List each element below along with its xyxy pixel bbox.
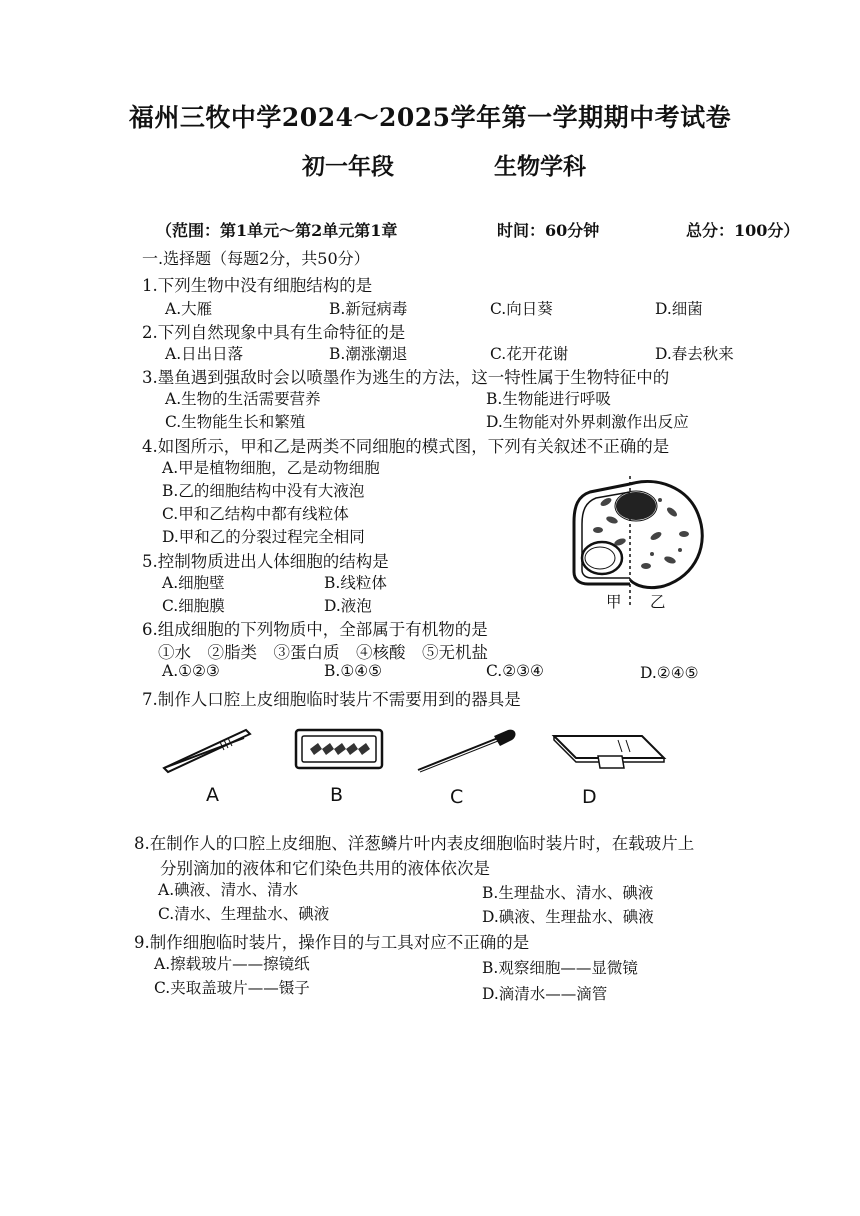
option: C.清水、生理盐水、碘液	[158, 905, 330, 923]
exam-scope: （范围：第1单元～第2单元第1章	[156, 221, 398, 240]
section-heading: 一.选择题（每题2分，共50分）	[142, 249, 370, 268]
option: A.①②③	[162, 662, 220, 680]
cell-label-yi: 乙	[650, 593, 666, 611]
question-4: 4.如图所示，甲和乙是两类不同细胞的模式图，下列有关叙述不正确的是	[142, 437, 670, 456]
option: B.新冠病毒	[329, 300, 408, 318]
question-8: 8.在制作人的口腔上皮细胞、洋葱鳞片叶内表皮细胞临时装片时，在载玻片上	[134, 834, 695, 853]
option: A.日出日落	[165, 345, 244, 363]
option: D.甲和乙的分裂过程完全相同	[162, 528, 365, 546]
exam-title: 福州三牧中学2024～2025学年第一学期期中考试卷	[128, 103, 732, 132]
option: B.潮涨潮退	[329, 345, 408, 363]
apparatus-label-d: D	[582, 786, 597, 808]
option: C.细胞膜	[162, 597, 225, 615]
option: A.碘液、清水、清水	[158, 881, 299, 899]
option: B.生物能进行呼吸	[486, 390, 611, 408]
grade-label: 初一年段	[302, 153, 394, 180]
option: C.花开花谢	[490, 345, 569, 363]
subject-label: 生物学科	[494, 153, 586, 180]
question-8-line2: 分别滴加的液体和它们染色共用的液体依次是	[160, 859, 490, 878]
question-1: 1.下列生物中没有细胞结构的是	[142, 276, 373, 295]
dropper-icon	[412, 724, 520, 776]
question-6-items: ①水 ②脂类 ③蛋白质 ④核酸 ⑤无机盐	[158, 643, 488, 662]
question-9: 9.制作细胞临时装片，操作目的与工具对应不正确的是	[134, 933, 530, 952]
option: D.细菌	[655, 300, 703, 318]
option: B.①④⑤	[324, 662, 383, 680]
option: D.碘液、生理盐水、碘液	[482, 908, 654, 926]
option: A.大雁	[165, 300, 213, 318]
cell-diagram	[560, 462, 710, 610]
question-7: 7.制作人口腔上皮细胞临时装片不需要用到的器具是	[142, 690, 521, 709]
apparatus-label-a: A	[206, 784, 219, 806]
cell-label-jia: 甲	[606, 593, 622, 611]
option: B.观察细胞——显微镜	[482, 959, 638, 977]
question-6: 6.组成细胞的下列物质中，全部属于有机物的是	[142, 620, 488, 639]
option: C.②③④	[486, 662, 544, 680]
question-3: 3.墨鱼遇到强敌时会以喷墨作为逃生的方法，这一特性属于生物特征中的	[142, 368, 670, 387]
apparatus-label-c: C	[450, 786, 464, 808]
option: D.生物能对外界刺激作出反应	[486, 413, 689, 431]
option: A.擦载玻片——擦镜纸	[154, 955, 310, 973]
question-5: 5.控制物质进出人体细胞的结构是	[142, 552, 389, 571]
option: A.细胞壁	[162, 574, 225, 592]
option: B.生理盐水、清水、碘液	[482, 884, 654, 902]
exam-time: 时间：60分钟	[497, 221, 600, 240]
option: B.线粒体	[324, 574, 387, 592]
option: C.夹取盖玻片——镊子	[154, 979, 310, 997]
tweezers-icon	[158, 722, 254, 776]
option: D.春去秋来	[655, 345, 734, 363]
apparatus-label-b: B	[330, 784, 344, 806]
option: D.滴清水——滴管	[482, 985, 608, 1003]
razor-blade-icon	[292, 726, 386, 772]
option: D.②④⑤	[640, 664, 699, 682]
option: C.甲和乙结构中都有线粒体	[162, 505, 349, 523]
option: D.液泡	[324, 597, 372, 615]
exam-total: 总分：100分）	[686, 221, 800, 240]
option: B.乙的细胞结构中没有大液泡	[162, 482, 365, 500]
option: A.甲是植物细胞，乙是动物细胞	[162, 459, 380, 477]
option: C.生物能生长和繁殖	[165, 413, 306, 431]
question-2: 2.下列自然现象中具有生命特征的是	[142, 323, 406, 342]
option: C.向日葵	[490, 300, 553, 318]
option: A.生物的生活需要营养	[165, 390, 321, 408]
glass-slide-icon	[548, 728, 668, 774]
